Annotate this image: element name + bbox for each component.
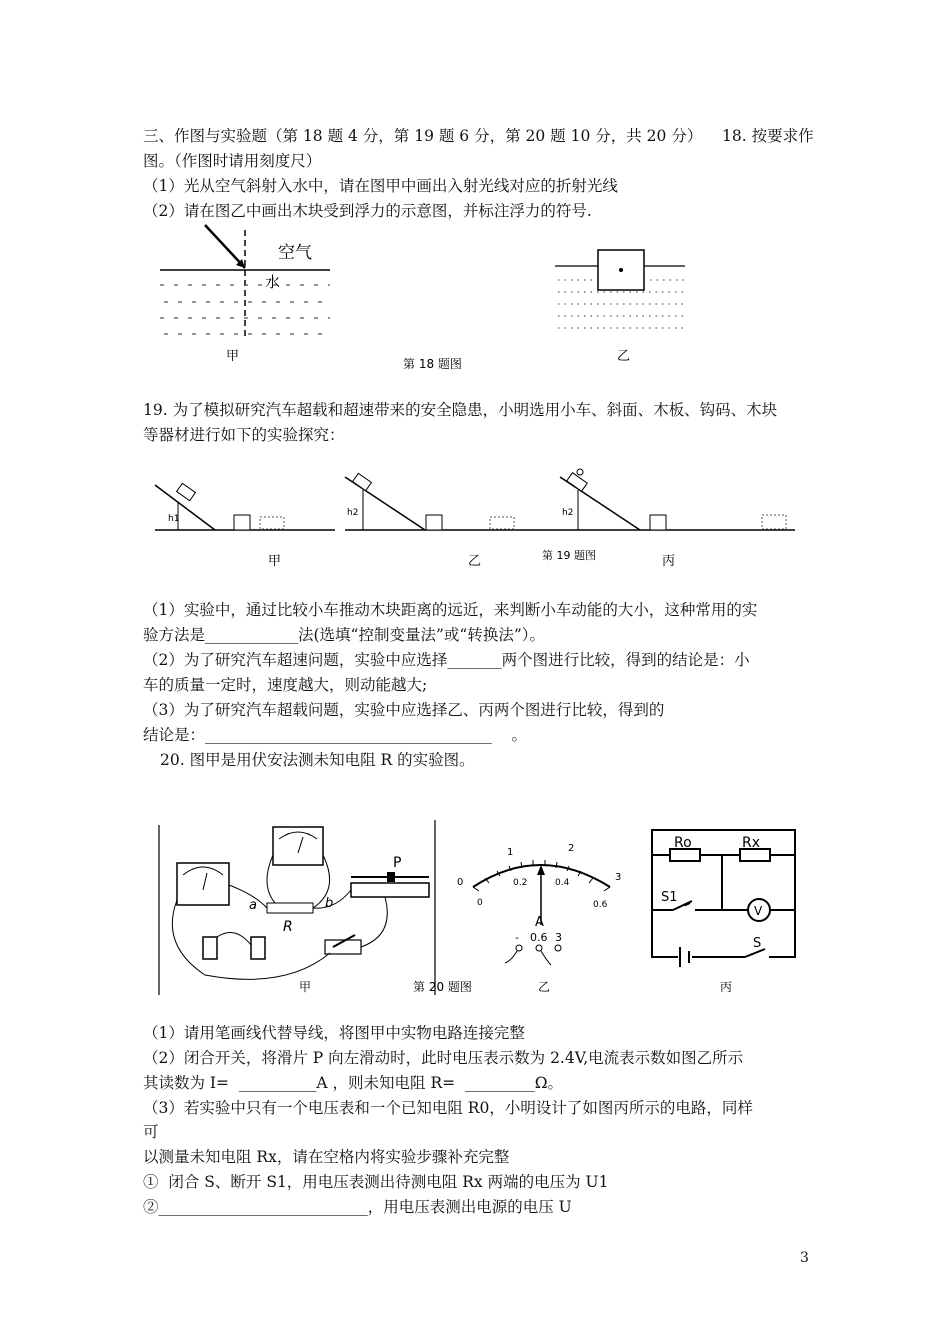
label-R: R xyxy=(283,919,293,935)
q18-figure xyxy=(150,220,710,380)
q19-figure xyxy=(150,465,800,580)
block-jia xyxy=(234,515,250,530)
cart-yi xyxy=(353,473,372,490)
block-yi xyxy=(426,515,442,530)
q19-item3a: （3）为了研究汽车超载问题，实验中应选择乙、丙两个图进行比较，得到的 xyxy=(143,701,665,719)
meter-terminal: - xyxy=(515,931,519,944)
meter-tick-top: 1 xyxy=(507,847,514,858)
label-yi: 乙 xyxy=(538,980,551,994)
q20-item3c: 以测量未知电阻 Rx，请在空格内将实验步骤补充完整 xyxy=(143,1148,510,1166)
meter-tick-top: 0 xyxy=(457,877,464,888)
meter-tick-bottom: 0.2 xyxy=(513,878,528,888)
label-Rx: Rx xyxy=(742,835,761,851)
q18-item1: （1）光从空气斜射入水中，请在图甲中画出入射光线对应的折射光线 xyxy=(143,177,618,195)
q19-caption: 第 19 题图 xyxy=(542,549,596,562)
block-bing xyxy=(650,515,666,530)
label-yi: 乙 xyxy=(617,349,631,364)
incident-ray xyxy=(205,225,245,268)
rheostat xyxy=(351,883,429,897)
q19-item2b: 车的质量一定时，速度越大，则动能越大; xyxy=(143,676,428,694)
label-jia: 甲 xyxy=(226,349,240,364)
q20-step2: ②___________________________，用电压表测出电源的电压 U xyxy=(143,1198,572,1216)
label-V: V xyxy=(754,904,763,918)
label-jia: 甲 xyxy=(268,554,282,569)
q19-intro2: 等器材进行如下的实验探究： xyxy=(143,426,345,444)
label-jia: 甲 xyxy=(299,980,312,994)
weight-bing xyxy=(577,469,583,475)
ammeter-device xyxy=(177,863,229,905)
label-water: 水 xyxy=(265,273,281,291)
meter-terminal: 3 xyxy=(555,931,562,944)
resistor-R xyxy=(267,903,313,913)
q20-intro: 20. 图甲是用伏安法测未知电阻 R 的实验图。 xyxy=(160,751,475,769)
meter-tick-top: 3 xyxy=(615,872,622,883)
label-S: S xyxy=(753,936,762,951)
section-header-line1: 三、作图与实验题（第 18 题 4 分，第 19 题 6 分，第 20 题 10 分，共 20 分） 18. 按要求作 xyxy=(143,127,814,145)
battery-2 xyxy=(251,937,265,959)
h2-label-bing: h2 xyxy=(562,508,574,518)
q20-item3a: （3）若实验中只有一个电压表和一个已知电阻 R0，小明设计了如图丙所示的电路，同样 xyxy=(143,1099,753,1117)
q20-fig-jia xyxy=(159,820,435,995)
q18-caption: 第 18 题图 xyxy=(403,357,462,371)
q19-fig-jia xyxy=(155,483,335,569)
block-final-jia xyxy=(260,517,284,529)
label-bing: 丙 xyxy=(662,554,676,569)
q19-fig-yi xyxy=(345,473,560,569)
h2-label-yi: h2 xyxy=(347,508,359,518)
cart-bing xyxy=(567,473,587,492)
meter-terminal: 0.6 xyxy=(530,931,548,944)
voltmeter-device xyxy=(273,827,323,865)
slider-P xyxy=(387,872,395,882)
block-center xyxy=(619,268,623,272)
meter-unit: A xyxy=(535,915,544,930)
label-S1: S1 xyxy=(661,890,678,905)
block-final-bing xyxy=(762,515,786,529)
q20-item1: （1）请用笔画线代替导线，将图甲中实物电路连接完整 xyxy=(143,1024,525,1042)
q18-fig-yi xyxy=(555,250,685,364)
q20-item2b: 其读数为 I= __________A ，则未知电阻 R= _________Ω。 xyxy=(143,1074,564,1092)
q20-figure xyxy=(155,815,805,1000)
q20-step1: ① 闭合 S、断开 S1，用电压表测出待测电阻 Rx 两端的电压为 U1 xyxy=(143,1173,609,1191)
block-final-yi xyxy=(490,517,514,529)
cart-jia xyxy=(177,483,196,500)
label-yi: 乙 xyxy=(468,554,482,569)
page-number: 3 xyxy=(800,1250,809,1266)
section-header-line2: 图。（作图时请用刻度尺） xyxy=(143,152,322,170)
label-R0: Ro xyxy=(674,835,692,851)
q19-item1a: （1）实验中，通过比较小车推动木块距离的远近，来判断小车动能的大小，这种常用的实 xyxy=(143,601,758,619)
q19-item2a: （2）为了研究汽车超速问题，实验中应选择_______两个图进行比较，得到的结论是：小 xyxy=(143,651,750,669)
q20-fig-yi xyxy=(457,843,621,994)
battery-1 xyxy=(203,937,217,959)
q19-item3b: 结论是：_____________________________________ 。 xyxy=(143,726,527,744)
q18-item2: （2）请在图乙中画出木块受到浮力的示意图，并标注浮力的符号. xyxy=(143,202,592,220)
h1-label-jia: h1 xyxy=(168,514,180,524)
meter-tick-bottom: 0.4 xyxy=(555,878,570,888)
label-b: b xyxy=(325,896,334,911)
label-bing: 丙 xyxy=(720,980,733,994)
meter-tick-top: 2 xyxy=(568,843,575,854)
label-air: 空气 xyxy=(278,243,312,263)
q20-item2a: （2）闭合开关，将滑片 P 向左滑动时，此时电压表示数为 2.4V,电流表示数如图乙所示 xyxy=(143,1049,744,1067)
q18-fig-jia xyxy=(160,225,330,364)
label-P: P xyxy=(393,855,402,871)
q20-item3b: 可 xyxy=(143,1123,159,1141)
q19-intro1: 19. 为了模拟研究汽车超载和超速带来的安全隐患，小明选用小车、斜面、木板、钩码、木块 xyxy=(143,401,778,419)
q19-item1b: 验方法是____________法(选填“控制变量法”或“转换法”）。 xyxy=(143,626,545,644)
q20-caption: 第 20 题图 xyxy=(413,980,472,994)
label-a: a xyxy=(249,898,257,913)
meter-tick-bottom: 0.6 xyxy=(593,900,608,910)
meter-tick-bottom: 0 xyxy=(477,898,483,908)
